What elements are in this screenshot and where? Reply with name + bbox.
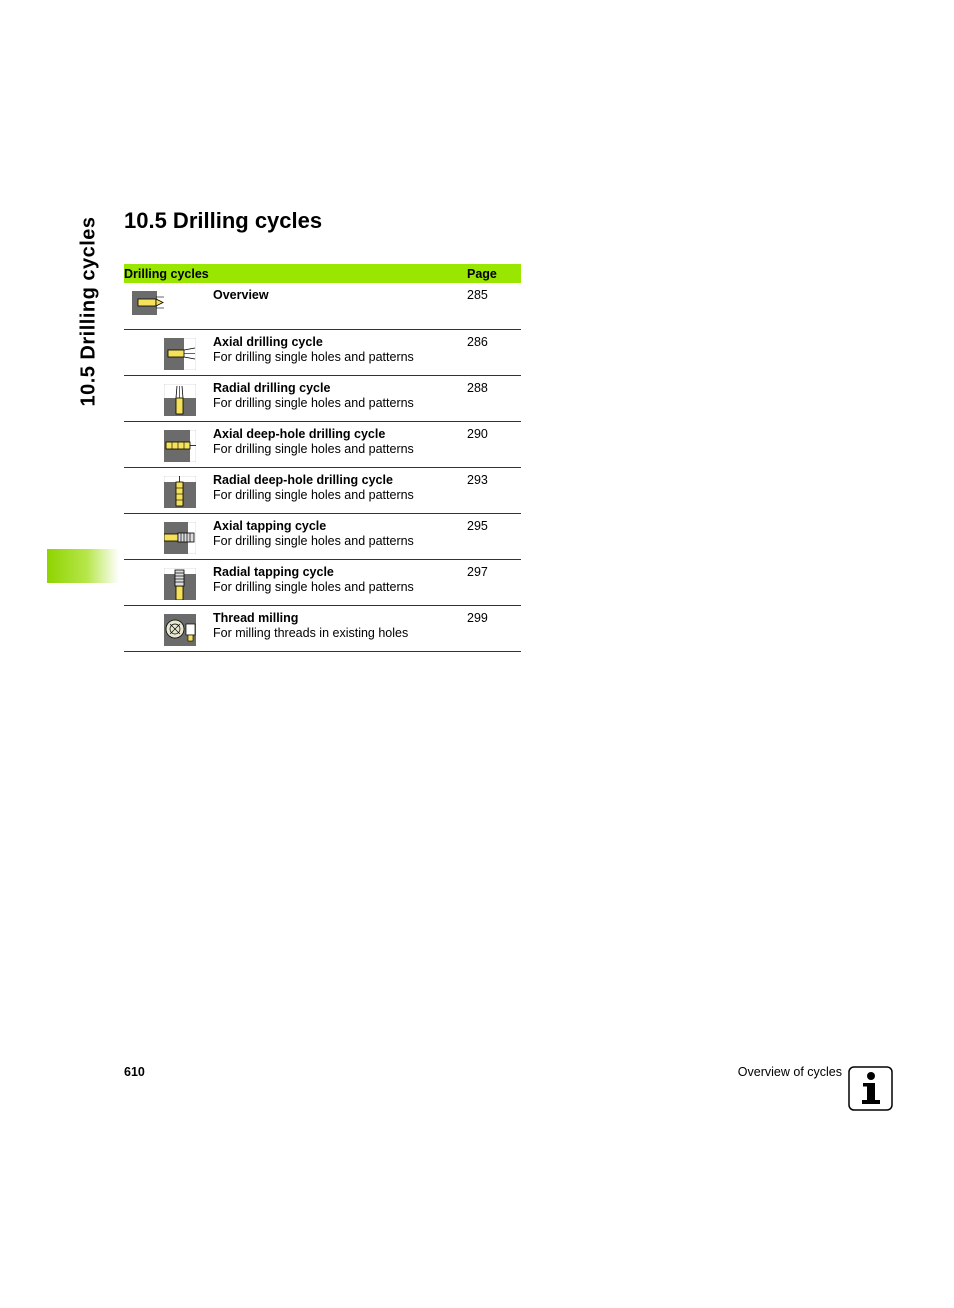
table-row[interactable] [124,375,521,421]
page-title: 10.5 Drilling cycles [124,208,323,233]
cycle-description: For drilling single holes and patterns [213,533,414,548]
table-row[interactable] [124,513,521,559]
cycle-text-cell [213,467,467,513]
drilling-cycles-table [124,264,521,652]
table-row[interactable] [124,559,521,605]
cycle-name: Axial deep-hole drilling cycle [213,426,386,441]
table-row[interactable] [124,467,521,513]
cycle-description: For drilling single holes and patterns [213,395,414,410]
table-row[interactable] [124,283,521,329]
page-ref[interactable]: 290 [467,421,521,467]
radial-drill-icon [164,384,196,416]
cycle-name: Overview [213,288,269,302]
axial-deep-hole-icon [164,430,196,462]
table-row[interactable] [124,421,521,467]
cycle-name: Axial tapping cycle [213,518,327,533]
cycle-text-cell [213,605,467,651]
cycle-text-cell [213,421,467,467]
icon-cell [124,559,213,605]
cycle-description: For drilling single holes and patterns [213,579,414,594]
table-header-row [124,264,521,283]
footer-page-number: 610 [124,1065,145,1079]
cycle-text-cell [213,329,467,375]
cycle-name: Thread milling [213,610,299,625]
radial-tapping-icon [164,568,196,600]
cycle-description: For drilling single holes and patterns [213,349,414,364]
page-ref[interactable]: 295 [467,513,521,559]
chapter-tab-marker [47,549,119,583]
axial-tapping-icon [164,522,196,554]
info-icon[interactable] [848,1066,893,1111]
column-header-page: Page [467,264,521,283]
column-header-drilling-cycles: Drilling cycles [124,264,467,283]
cycle-name: Radial deep-hole drilling cycle [213,472,393,487]
cycle-text-cell [213,375,467,421]
vertical-section-title [74,211,104,411]
footer-section-title: Overview of cycles [737,1065,842,1079]
page-ref[interactable]: 299 [467,605,521,651]
page-ref[interactable]: 288 [467,375,521,421]
icon-cell [124,329,213,375]
cycle-description: For milling threads in existing holes [213,625,409,640]
overview-drill-icon [132,287,164,319]
page-ref[interactable]: 286 [467,329,521,375]
icon-cell [124,375,213,421]
vertical-section-title-text: 10.5 Drilling cycles [77,215,100,407]
cycle-description: For drilling single holes and patterns [213,487,414,502]
icon-cell [124,467,213,513]
page-ref[interactable]: 285 [467,283,521,329]
thread-milling-icon [164,614,196,646]
cycle-text-cell [213,513,467,559]
table-row[interactable] [124,605,521,651]
icon-cell [124,283,213,329]
icon-cell [124,421,213,467]
cycle-name: Radial tapping cycle [213,564,334,579]
radial-deep-hole-icon [164,476,196,508]
cycle-description: For drilling single holes and patterns [213,441,414,456]
table-row[interactable] [124,329,521,375]
page-ref[interactable]: 297 [467,559,521,605]
axial-drill-icon [164,338,196,370]
cycle-name: Radial drilling cycle [213,380,331,395]
page-ref[interactable]: 293 [467,467,521,513]
icon-cell [124,513,213,559]
icon-cell [124,605,213,651]
cycle-text-cell [213,283,467,329]
cycle-name: Axial drilling cycle [213,334,323,349]
cycle-text-cell [213,559,467,605]
